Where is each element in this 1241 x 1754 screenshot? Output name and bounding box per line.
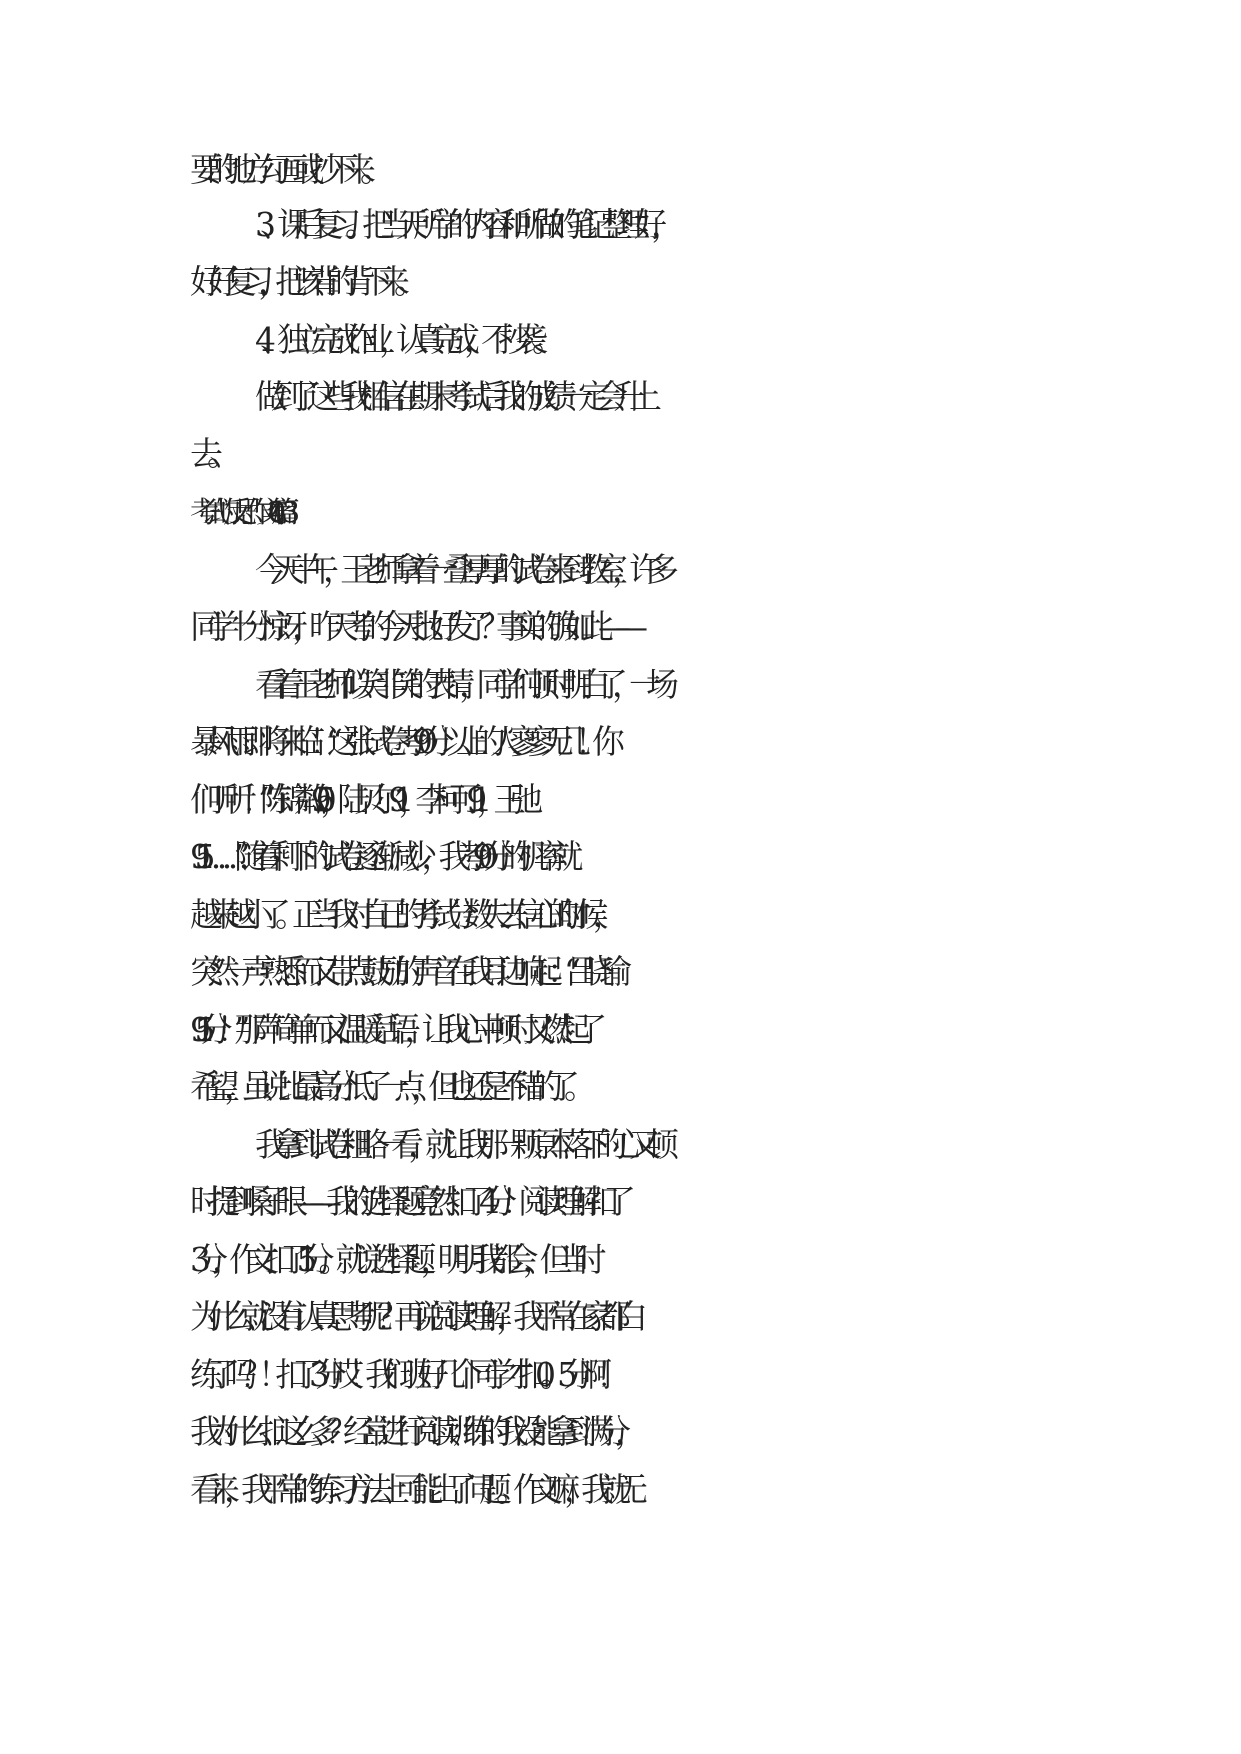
text-line-17: 希望，虽说比最高分低了一点，但也还是不错的了。 [190, 1067, 581, 1106]
text-line-24: 看来，我平常的练习方法上可能出了问题。作文嘛，我就无 [190, 1470, 632, 1509]
text-line-10: 看着王老师似笑非笑的表情，同学们顿时明白了，一场 [255, 665, 663, 704]
text-line-1: 要的地方勾画或抄下来。 [190, 150, 377, 189]
text-line-4: 4、独立完成作业，认真完成，不抄袭。 [255, 320, 549, 359]
text-line-6: 去。 [190, 434, 224, 473]
text-line-20: 3分，作文扣了1.5分。就说选择题，明明我都会，但当时 [190, 1240, 591, 1279]
text-line-19: 时提到嗓子眼——我的选择题竟然扣了4分！阅读理解扣了 [190, 1182, 620, 1221]
text-line-14: 越来越小了。正当我对自己的考试分数失去信心的.时候， [190, 895, 610, 934]
text-line-5: 做到了这些我相信在期末考试后我的成绩一定会升上 [255, 377, 646, 416]
text-line-9: 同学十分惊讶，昨天考的今天批好发了？事实的确如此—— [190, 607, 632, 646]
text-line-12: 们听听！”“陈锦粼90.5，陆贝尔91，李柯可91，王弛 [190, 780, 528, 819]
text-line-8: 今天中午，王老师拿着一叠厚厚的试卷来到教室，许多 [255, 550, 663, 589]
text-line-16: 91.5分！”那声简单而又温暖话语，让我心中顿时又燃起了 [190, 1010, 592, 1049]
section-heading: 考试的反思作文400字 篇3 [190, 495, 283, 529]
text-line-22: 练了吗？！扣了3分哎！我们班好几个同学才扣0。5分啊！ [190, 1355, 613, 1394]
text-line-23: 我为什么扣这么多？经常进行阅读训练的我没能拿到满分， [190, 1412, 632, 1451]
text-line-15: 突然一声熟悉而又带点鼓励的声音在我耳边响起：“吕晓瑜 [190, 952, 616, 991]
text-line-11: 暴风雨即将来临！“这张试卷考90分以上的人寥寥无几！你 [190, 722, 609, 761]
text-line-18: 我拿到试卷粗略一看，就让我那一颗原本落下的心又顿 [255, 1125, 663, 1164]
text-line-3: 好好复习，把该背的背下来。 [190, 262, 411, 301]
text-line-2: 3、课后复习。把当天所学的内容和所做的笔记整理好， [255, 205, 668, 244]
text-line-21: 为什么就没有认真思考呢？再说阅读理解，我平常在家都白 [190, 1297, 632, 1336]
text-line-13: 91.5……”随着剩下的试卷逐渐减少，我考90分的机率就 [190, 837, 568, 876]
